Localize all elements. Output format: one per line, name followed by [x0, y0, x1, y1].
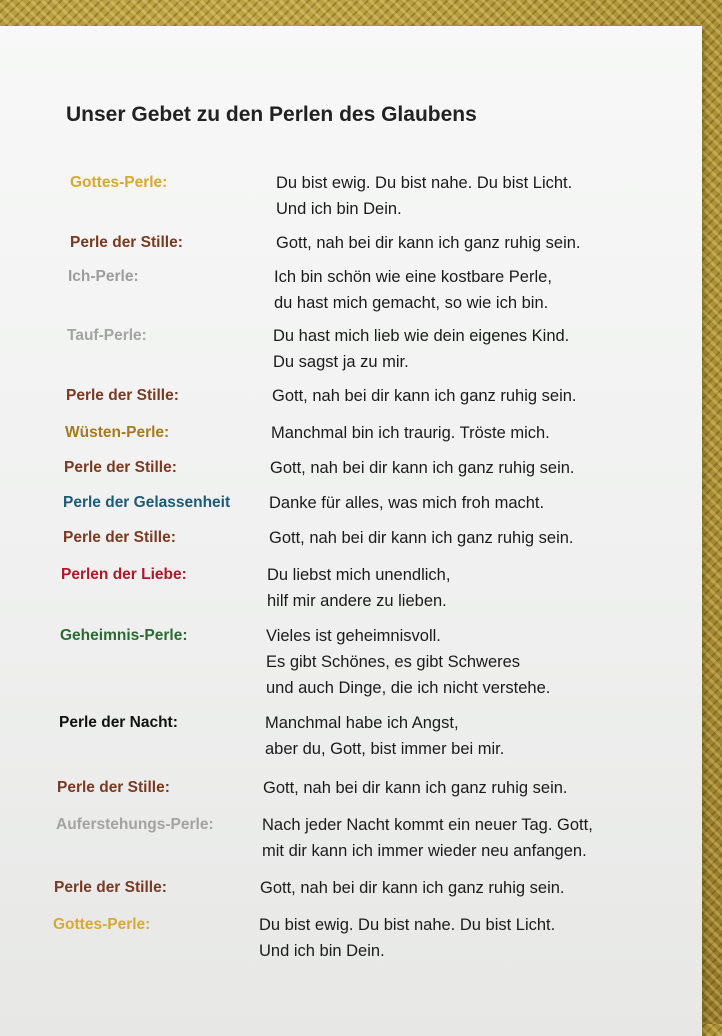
- pearl-label: Gottes-Perle:: [53, 916, 151, 933]
- prayer-text: [260, 875, 565, 901]
- pearl-label: Auferstehungs-Perle:: [56, 816, 214, 833]
- prayer-line: aber du, Gott, bist immer bei mir.: [265, 740, 505, 758]
- prayer-line: Und ich bin Dein.: [259, 942, 385, 960]
- prayer-line: Du bist ewig. Du bist nahe. Du bist Licht.: [276, 174, 573, 192]
- pearl-label: Ich-Perle:: [68, 268, 139, 285]
- prayer-text: [273, 323, 569, 375]
- prayer-text: [267, 562, 450, 614]
- prayer-line: Manchmal bin ich traurig. Tröste mich.: [271, 424, 550, 442]
- pearl-label: Perle der Nacht:: [59, 714, 178, 731]
- prayer-line: Gott, nah bei dir kann ich ganz ruhig sein.: [272, 387, 577, 405]
- prayer-line: Du hast mich lieb wie dein eigenes Kind.: [273, 327, 570, 345]
- pearl-label: Perle der Stille:: [70, 234, 183, 251]
- prayer-text: [276, 170, 572, 222]
- pearl-label: Perle der Stille:: [54, 879, 167, 896]
- pearl-label: Wüsten-Perle:: [65, 424, 170, 441]
- prayer-line: und auch Dinge, die ich nicht verstehe.: [266, 679, 551, 697]
- pearl-label: Perle der Gelassenheit: [63, 494, 231, 511]
- prayer-text: [276, 230, 581, 256]
- prayer-line: Du bist ewig. Du bist nahe. Du bist Licht.: [259, 916, 556, 934]
- prayer-title: Unser Gebet zu den Perlen des Glaubens: [66, 103, 477, 126]
- prayer-line: Gott, nah bei dir kann ich ganz ruhig sein.: [260, 879, 565, 897]
- pearl-label: Gottes-Perle:: [70, 174, 168, 191]
- prayer-line: Nach jeder Nacht kommt ein neuer Tag. Gott,: [262, 816, 593, 834]
- prayer-text: [274, 264, 552, 316]
- prayer-line: Danke für alles, was mich froh macht.: [269, 494, 545, 512]
- pearl-label: Geheimnis-Perle:: [60, 627, 188, 644]
- prayer-line: Und ich bin Dein.: [276, 200, 402, 218]
- prayer-text: [266, 623, 550, 701]
- prayer-text: [263, 775, 568, 801]
- pearl-label: Perle der Stille:: [57, 779, 170, 796]
- prayer-text: [269, 525, 574, 551]
- pearl-label: Tauf-Perle:: [67, 327, 147, 344]
- prayer-text: [270, 455, 575, 481]
- prayer-line: Ich bin schön wie eine kostbare Perle,: [274, 268, 552, 286]
- prayer-line: Vieles ist geheimnisvoll.: [266, 627, 441, 645]
- prayer-text: [271, 420, 550, 446]
- prayer-text: [259, 912, 555, 964]
- prayer-line: Gott, nah bei dir kann ich ganz ruhig sein.: [269, 529, 574, 547]
- pearl-label: Perle der Stille:: [66, 387, 179, 404]
- prayer-line: mit dir kann ich immer wieder neu anfangen.: [262, 842, 587, 860]
- prayer-line: hilf mir andere zu lieben.: [267, 592, 447, 610]
- prayer-text: [269, 490, 544, 516]
- prayer-text: [265, 710, 504, 762]
- pearl-label: Perle der Stille:: [63, 529, 176, 546]
- prayer-line: Du sagst ja zu mir.: [273, 353, 409, 371]
- prayer-line: du hast mich gemacht, so wie ich bin.: [274, 294, 549, 312]
- prayer-line: Gott, nah bei dir kann ich ganz ruhig sein.: [270, 459, 575, 477]
- prayer-text: [272, 383, 577, 409]
- prayer-line: Gott, nah bei dir kann ich ganz ruhig sein.: [263, 779, 568, 797]
- prayer-line: Es gibt Schönes, es gibt Schweres: [266, 653, 521, 671]
- pearl-label: Perle der Stille:: [64, 459, 177, 476]
- prayer-line: Gott, nah bei dir kann ich ganz ruhig sein.: [276, 234, 581, 252]
- prayer-line: Manchmal habe ich Angst,: [265, 714, 459, 732]
- prayer-text: [262, 812, 593, 864]
- prayer-line: Du liebst mich unendlich,: [267, 566, 451, 584]
- pearl-label: Perlen der Liebe:: [61, 566, 187, 583]
